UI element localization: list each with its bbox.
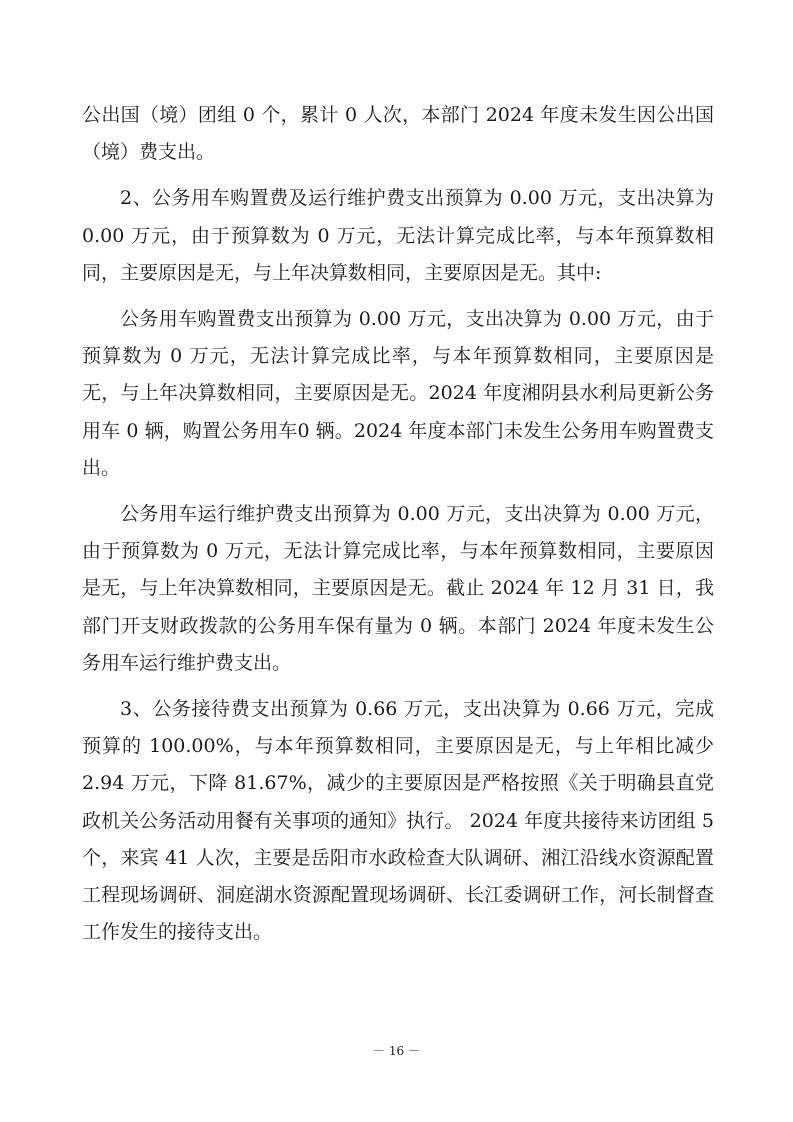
paragraph-vehicle-purchase: 公务用车购置费支出预算为 0.00 万元，支出决算为 0.00 万元，由于预算数为 0 万元，无法计算完成比率，与本年预算数相同，主要原因是无，与上年决算数相同，主要原因是无。2024 年度湘阴县水利局更新公务用车 0 辆，购置公务用车0 辆。2024 年度本部门未发生公务用车购置费支出。 bbox=[82, 308, 714, 479]
paragraph-vehicle-expenses: 2、公务用车购置费及运行维护费支出预算为 0.00 万元，支出决算为 0.00 万元，由于预算数为 0 万元，无法计算完成比率，与本年预算数相同，主要原因是无，与上年决算数相同，主要原因是无。其中: bbox=[82, 187, 714, 284]
document-body bbox=[82, 97, 714, 951]
paragraph-vehicle-maintenance: 公务用车运行维护费支出预算为 0.00 万元，支出决算为 0.00 万元，由于预算数为 0 万元，无法计算完成比率，与本年预算数相同，主要原因是无，与上年决算数相同，主要原因是无。截止 2024 年 12 月 31 日，我部门开支财政拨款的公务用车保有量为 0 辆。本部门 2024 年度未发生公务用车运行维护费支出。 bbox=[82, 503, 714, 674]
paragraph-reception-expenses: 3、公务接待费支出预算为 0.66 万元，支出决算为 0.66 万元，完成预算的 100.00%，与本年预算数相同，主要原因是无，与上年相比减少 2.94 万元，下降 81.67%，减少的主要原因是严格按照《关于明确县直党政机关公务活动用餐有关事项的通知》执行。 2024 年度共接待来访团组 5 个，来宾 41 人次，主要是岳阳市水政检查大队调研、湘江沿线水资源配置工程现场调研、洞庭湖水资源配置现场调研、长江委调研工作，河长制督查工作发生的接待支出。 bbox=[82, 698, 714, 944]
paragraph-continuation: 公出国（境）团组 0 个，累计 0 人次，本部门 2024 年度未发生因公出国（境）费支出。 bbox=[82, 104, 714, 164]
page-number: － 16 － bbox=[373, 1044, 420, 1058]
